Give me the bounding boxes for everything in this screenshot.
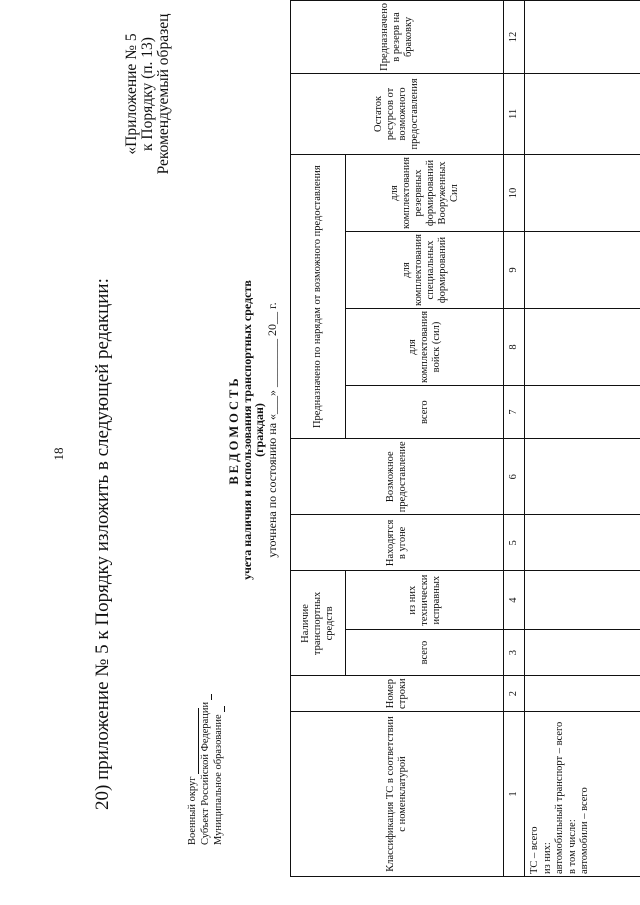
table-cell-empty <box>525 155 640 232</box>
appendix-line-2: к Порядку (п. 13) <box>139 37 156 151</box>
col-number-4: 4 <box>504 571 525 629</box>
table-cell-empty <box>525 73 640 154</box>
military-district-blank <box>187 708 199 774</box>
title-date-line: уточнена по состоянию на «___» ________ 20__ г. <box>264 302 279 558</box>
header-troops: для комплектования войск (сил) <box>346 308 504 385</box>
header-possible: Возможное предоставление <box>291 439 504 515</box>
col-number-2: 2 <box>504 676 525 712</box>
table-cell-empty <box>525 308 640 385</box>
table-cell-empty <box>525 385 640 438</box>
military-district-label: Военный округ <box>187 776 198 845</box>
col-number-8: 8 <box>504 308 525 385</box>
table-cell-empty <box>525 676 640 712</box>
col-number-12: 12 <box>504 1 525 74</box>
row-of-them: из них: <box>541 842 553 874</box>
appendix-line-1: «Приложение № 5 <box>123 33 140 155</box>
org-line-1 <box>186 694 199 845</box>
row-auto-transport-total: автомобильный транспорт – всего <box>554 721 565 874</box>
col-number-1: 1 <box>504 711 525 876</box>
table-cell-empty <box>525 232 640 309</box>
header-armed-forces: для комплектования резервных формирований Вооруженных Сил <box>346 155 504 232</box>
col-number-5: 5 <box>504 515 525 571</box>
header-classification: Классификация ТС в соответствии с номенклатурой <box>291 711 504 876</box>
header-total: всего <box>346 629 504 676</box>
page-heading: 20) приложение № 5 к Порядку изложить в следующей редакции: <box>92 278 113 810</box>
document-title <box>228 280 278 580</box>
organization-block <box>186 694 225 845</box>
table-cell-empty <box>525 571 640 629</box>
header-orders-group: Предназначено по нарядам от возможного предоставления <box>291 155 346 439</box>
header-orders-total: всего <box>346 385 504 438</box>
appendix-block <box>124 0 172 189</box>
row-tc-total: ТС – всего <box>529 826 540 874</box>
header-remainder: Остаток ресурсов от возможного предоставления <box>291 73 504 154</box>
col-number-10: 10 <box>504 155 525 232</box>
federal-subject-label: Субъект Российской Федерации <box>200 701 211 845</box>
row-including: в том числе: <box>566 819 578 874</box>
table-cell-empty <box>525 1 640 74</box>
page-number: 18 <box>51 447 66 461</box>
col-number-6: 6 <box>504 439 525 515</box>
table-cell-empty <box>525 515 640 571</box>
header-reserve: Предназначено в резерв на браковку <box>291 1 504 74</box>
header-serviceable: из них технически исправных <box>346 571 504 629</box>
header-availability-group: Наличие транспортных средств <box>291 571 346 676</box>
header-stolen: Находятся в угоне <box>291 515 504 571</box>
col-number-9: 9 <box>504 232 525 309</box>
row-cars-total: автомобили – всего <box>579 787 590 874</box>
municipality-blank <box>213 706 225 712</box>
col-number-3: 3 <box>504 629 525 676</box>
transport-table <box>290 0 640 877</box>
title-subject: учета наличия и использования транспортных средств (граждан) <box>239 280 266 580</box>
col-number-7: 7 <box>504 385 525 438</box>
header-special: для комплектования специальных формирований <box>346 232 504 309</box>
col-number-11: 11 <box>504 73 525 154</box>
org-line-2 <box>199 694 212 845</box>
table-cell-empty <box>525 439 640 515</box>
header-row-number: Номер строки <box>291 676 504 712</box>
table-row-classification <box>525 711 640 876</box>
municipality-label: Муниципальное образование <box>213 714 224 845</box>
appendix-line-3: Рекомендуемый образец <box>155 13 172 175</box>
org-line-3 <box>212 694 225 845</box>
title-vedomost: ВЕДОМОСТЬ <box>227 375 241 485</box>
table-cell-empty <box>525 629 640 676</box>
federal-subject-blank <box>200 694 212 700</box>
